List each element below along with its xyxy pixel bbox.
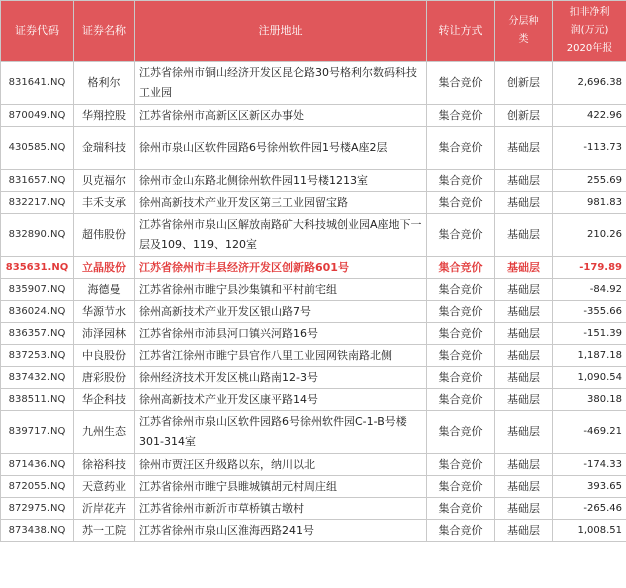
table-row: [1, 62, 626, 105]
header-profit-line1: 扣非净利: [569, 7, 610, 18]
header-code: 证券代码: [1, 1, 74, 62]
cell-tier: 基础层: [495, 170, 553, 192]
cell-method: 集合竞价: [427, 301, 495, 323]
cell-profit: 422.96: [553, 105, 626, 127]
table-row: [1, 323, 626, 345]
table-row: [1, 454, 626, 476]
cell-method: 集合竞价: [427, 62, 495, 105]
cell-name: 苏一工院: [74, 520, 135, 542]
cell-address: 徐州高新技术产业开发区康平路14号: [135, 389, 427, 411]
cell-name: 华企科技: [74, 389, 135, 411]
cell-method: 集合竞价: [427, 192, 495, 214]
cell-name: 徐裕科技: [74, 454, 135, 476]
cell-name: 唐彩股份: [74, 367, 135, 389]
cell-name: 丰禾支承: [74, 192, 135, 214]
cell-profit: 2,696.38: [553, 62, 626, 105]
table-row: [1, 105, 626, 127]
cell-address: 江苏省徐州市新沂市草桥镇古墩村: [135, 498, 427, 520]
cell-code: 838511.NQ: [1, 389, 74, 411]
cell-name: 华翔控股: [74, 105, 135, 127]
cell-address: 徐州市泉山区软件园路6号徐州软件园1号楼A座2层: [135, 127, 427, 170]
cell-address: 徐州高新技术产业开发区银山路7号: [135, 301, 427, 323]
cell-tier: 创新层: [495, 62, 553, 105]
cell-tier: 基础层: [495, 257, 553, 279]
table-row: [1, 279, 626, 301]
cell-method: 集合竞价: [427, 367, 495, 389]
cell-method: 集合竞价: [427, 389, 495, 411]
cell-name: 天意药业: [74, 476, 135, 498]
cell-tier: 基础层: [495, 323, 553, 345]
table-row: [1, 498, 626, 520]
cell-address: 江苏省徐州市高新区区新区办事处: [135, 105, 427, 127]
table-row: [1, 301, 626, 323]
cell-tier: 基础层: [495, 345, 553, 367]
header-tier-line2: 类: [518, 34, 529, 45]
header-method: 转让方式: [427, 1, 495, 62]
table-body: [1, 62, 626, 542]
cell-address: 江苏省徐州市泉山区淮海西路241号: [135, 520, 427, 542]
table-row: [1, 520, 626, 542]
cell-tier: 基础层: [495, 127, 553, 170]
cell-code: 835631.NQ: [1, 257, 74, 279]
cell-code: 870049.NQ: [1, 105, 74, 127]
cell-profit: 210.26: [553, 214, 626, 257]
cell-tier: 基础层: [495, 367, 553, 389]
header-name: 证券名称: [74, 1, 135, 62]
cell-profit: -179.89: [553, 257, 626, 279]
table-row: [1, 192, 626, 214]
header-tier: [495, 1, 553, 62]
cell-name: 立晶股份: [74, 257, 135, 279]
cell-method: 集合竞价: [427, 520, 495, 542]
cell-method: 集合竞价: [427, 498, 495, 520]
cell-profit: 1,090.54: [553, 367, 626, 389]
cell-address: 江苏省江徐州市睢宁县官作八里工业园网铁南路北侧: [135, 345, 427, 367]
cell-name: 金瑞科技: [74, 127, 135, 170]
cell-name: 中良股份: [74, 345, 135, 367]
cell-code: 832217.NQ: [1, 192, 74, 214]
table-row: [1, 476, 626, 498]
cell-code: 837432.NQ: [1, 367, 74, 389]
cell-code: 839717.NQ: [1, 411, 74, 454]
cell-name: 超伟股份: [74, 214, 135, 257]
cell-address: 江苏省徐州市丰县经济开发区创新路601号: [135, 257, 427, 279]
cell-code: 832890.NQ: [1, 214, 74, 257]
table-row: [1, 389, 626, 411]
cell-profit: -265.46: [553, 498, 626, 520]
cell-address: 徐州市贾汪区升级路以东，纳川以北: [135, 454, 427, 476]
cell-profit: 255.69: [553, 170, 626, 192]
cell-address: 江苏省徐州市泉山区软件园路6号徐州软件园C-1-B号楼301-314室: [135, 411, 427, 454]
cell-name: 华源节水: [74, 301, 135, 323]
cell-tier: 基础层: [495, 301, 553, 323]
cell-name: 沛泽园林: [74, 323, 135, 345]
cell-method: 集合竞价: [427, 345, 495, 367]
cell-address: 江苏省徐州市睢宁县沙集镇和平村前宅组: [135, 279, 427, 301]
cell-code: 430585.NQ: [1, 127, 74, 170]
cell-code: 873438.NQ: [1, 520, 74, 542]
cell-address: 江苏省徐州市沛县河口镇兴河路16号: [135, 323, 427, 345]
cell-name: 贝克福尔: [74, 170, 135, 192]
cell-address: 江苏省徐州市泉山区解放南路矿大科技城创业园A座地下一层及109、119、120室: [135, 214, 427, 257]
cell-name: 海德曼: [74, 279, 135, 301]
cell-profit: 1,008.51: [553, 520, 626, 542]
cell-method: 集合竞价: [427, 279, 495, 301]
cell-name: 沂岸花卉: [74, 498, 135, 520]
cell-name: 九州生态: [74, 411, 135, 454]
table-header: [1, 1, 626, 62]
cell-address: 徐州经济技术开发区桃山路南12-3号: [135, 367, 427, 389]
cell-code: 831641.NQ: [1, 62, 74, 105]
cell-method: 集合竞价: [427, 257, 495, 279]
cell-method: 集合竞价: [427, 411, 495, 454]
cell-profit: 380.18: [553, 389, 626, 411]
cell-tier: 基础层: [495, 192, 553, 214]
cell-tier: 基础层: [495, 454, 553, 476]
cell-code: 872055.NQ: [1, 476, 74, 498]
cell-address: 江苏省徐州市睢宁县睢城镇胡元村周庄组: [135, 476, 427, 498]
cell-method: 集合竞价: [427, 476, 495, 498]
table-row: [1, 170, 626, 192]
cell-method: 集合竞价: [427, 323, 495, 345]
cell-address: 江苏省徐州市铜山经济开发区昆仑路30号格利尔数码科技工业园: [135, 62, 427, 105]
cell-method: 集合竞价: [427, 214, 495, 257]
table-row: [1, 367, 626, 389]
cell-method: 集合竞价: [427, 105, 495, 127]
table-row: [1, 345, 626, 367]
cell-tier: 基础层: [495, 520, 553, 542]
header-profit-line3: 2020年报: [566, 43, 613, 54]
cell-address: 徐州高新技术产业开发区第三工业园留宝路: [135, 192, 427, 214]
header-tier-line1: 分层种: [508, 16, 539, 27]
header-address: 注册地址: [135, 1, 427, 62]
cell-code: 872975.NQ: [1, 498, 74, 520]
cell-tier: 基础层: [495, 389, 553, 411]
cell-tier: 基础层: [495, 279, 553, 301]
cell-profit: 1,187.18: [553, 345, 626, 367]
table-row: [1, 411, 626, 454]
table-row: [1, 127, 626, 170]
cell-code: 871436.NQ: [1, 454, 74, 476]
cell-profit: -469.21: [553, 411, 626, 454]
cell-tier: 基础层: [495, 476, 553, 498]
cell-profit: -174.33: [553, 454, 626, 476]
cell-code: 836357.NQ: [1, 323, 74, 345]
cell-method: 集合竞价: [427, 454, 495, 476]
cell-tier: 基础层: [495, 214, 553, 257]
table-row: [1, 257, 626, 279]
cell-tier: 创新层: [495, 105, 553, 127]
cell-profit: 393.65: [553, 476, 626, 498]
cell-name: 格利尔: [74, 62, 135, 105]
cell-profit: -355.66: [553, 301, 626, 323]
cell-tier: 基础层: [495, 411, 553, 454]
cell-code: 831657.NQ: [1, 170, 74, 192]
cell-code: 837253.NQ: [1, 345, 74, 367]
cell-method: 集合竞价: [427, 170, 495, 192]
cell-code: 835907.NQ: [1, 279, 74, 301]
cell-method: 集合竞价: [427, 127, 495, 170]
cell-code: 836024.NQ: [1, 301, 74, 323]
cell-address: 徐州市金山东路北侧徐州软件园11号楼1213室: [135, 170, 427, 192]
cell-profit: -113.73: [553, 127, 626, 170]
cell-profit: -84.92: [553, 279, 626, 301]
header-profit-line2: 润(万元): [570, 25, 609, 36]
table-row: [1, 214, 626, 257]
cell-tier: 基础层: [495, 498, 553, 520]
header-row: [1, 1, 626, 62]
header-profit: [553, 1, 626, 62]
cell-profit: 981.83: [553, 192, 626, 214]
cell-profit: -151.39: [553, 323, 626, 345]
